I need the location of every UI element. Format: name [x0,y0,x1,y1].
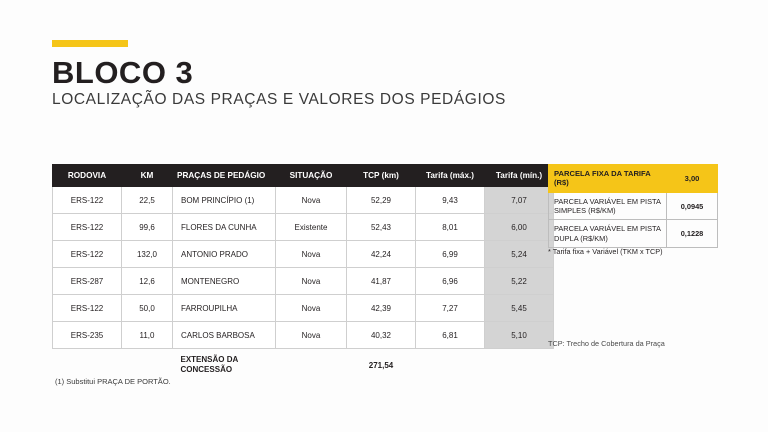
cell-tarifa-min: 5,10 [485,322,554,349]
cell-praca: CARLOS BARBOSA [173,322,276,349]
cell-rodovia: ERS-122 [53,241,122,268]
cell-tarifa-max: 6,96 [416,268,485,295]
parcela-fixa-label: PARCELA FIXA DA TARIFA (R$) [549,165,667,193]
column-header-tarifa-max: Tarifa (máx.) [416,165,485,187]
footer-spacer-5 [485,349,554,381]
table-footer-row [53,349,554,381]
cell-situacao: Nova [276,268,347,295]
cell-rodovia: ERS-122 [53,295,122,322]
table-footnote: (1) Substitui PRAÇA DE PORTÃO. [55,377,171,386]
cell-tarifa-max: 9,43 [416,187,485,214]
toll-plaza-table [52,164,554,381]
extension-label: EXTENSÃO DA CONCESSÃO [180,355,238,375]
cell-rodovia: ERS-235 [53,322,122,349]
cell-tarifa-min: 6,00 [485,214,554,241]
parcela-variavel-simples-label: PARCELA VARIÁVEL EM PISTA SIMPLES (R$/KM) [549,192,667,220]
table-row [53,295,554,322]
cell-tcp: 52,29 [347,187,416,214]
footer-spacer-4 [416,349,485,381]
cell-km: 11,0 [122,322,173,349]
footer-spacer-2 [122,349,173,381]
parcela-variavel-dupla-value: 0,1228 [667,220,718,248]
footer-spacer-1 [53,349,122,381]
table-row [53,241,554,268]
cell-tcp: 42,39 [347,295,416,322]
cell-tarifa-min: 5,24 [485,241,554,268]
side-row [549,220,718,248]
cell-tarifa-max: 8,01 [416,214,485,241]
cell-tarifa-min: 5,45 [485,295,554,322]
table-row [53,187,554,214]
cell-km: 132,0 [122,241,173,268]
table-header-row [53,165,554,187]
cell-situacao: Nova [276,295,347,322]
tariff-parameters-table [548,164,718,248]
cell-tarifa-max: 6,99 [416,241,485,268]
page-subtitle: LOCALIZAÇÃO DAS PRAÇAS E VALORES DOS PEDÁGIOS [52,91,506,108]
cell-praca: FLORES DA CUNHA [173,214,276,241]
cell-km: 99,6 [122,214,173,241]
cell-praca: MONTENEGRO [173,268,276,295]
cell-km: 12,6 [122,268,173,295]
cell-situacao: Nova [276,241,347,268]
column-header-tcp: TCP (km) [347,165,416,187]
cell-rodovia: ERS-122 [53,214,122,241]
cell-situacao: Existente [276,214,347,241]
side-header-row [549,165,718,193]
cell-praca: FARROUPILHA [173,295,276,322]
cell-tarifa-min: 5,22 [485,268,554,295]
cell-tarifa-max: 6,81 [416,322,485,349]
cell-tarifa-max: 7,27 [416,295,485,322]
title-accent-bar [52,40,128,47]
cell-praca: ANTONIO PRADO [173,241,276,268]
cell-rodovia: ERS-287 [53,268,122,295]
page-title: BLOCO 3 [52,55,194,90]
tcp-definition-note: TCP: Trecho de Cobertura da Praça [548,339,665,348]
column-header-km: KM [122,165,173,187]
cell-situacao: Nova [276,187,347,214]
table-row [53,322,554,349]
cell-praca: BOM PRINCÍPIO (1) [173,187,276,214]
column-header-praca: PRAÇAS DE PEDÁGIO [173,165,276,187]
table-row [53,268,554,295]
parcela-fixa-value: 3,00 [667,165,718,193]
cell-tcp: 41,87 [347,268,416,295]
cell-tarifa-min: 7,07 [485,187,554,214]
cell-km: 22,5 [122,187,173,214]
side-row [549,192,718,220]
footer-spacer-3 [276,349,347,381]
cell-tcp: 52,43 [347,214,416,241]
cell-rodovia: ERS-122 [53,187,122,214]
parcela-variavel-dupla-label: PARCELA VARIÁVEL EM PISTA DUPLA (R$/KM) [549,220,667,248]
column-header-situacao: SITUAÇÃO [276,165,347,187]
tariff-formula-note: * Tarifa fixa + Variável (TKM x TCP) [548,247,663,256]
extension-value: 271,54 [368,360,394,370]
column-header-tarifa-min: Tarifa (mín.) [485,165,554,187]
cell-situacao: Nova [276,322,347,349]
table-row [53,214,554,241]
cell-tcp: 40,32 [347,322,416,349]
cell-tcp: 42,24 [347,241,416,268]
cell-km: 50,0 [122,295,173,322]
parcela-variavel-simples-value: 0,0945 [667,192,718,220]
column-header-rodovia: RODOVIA [53,165,122,187]
